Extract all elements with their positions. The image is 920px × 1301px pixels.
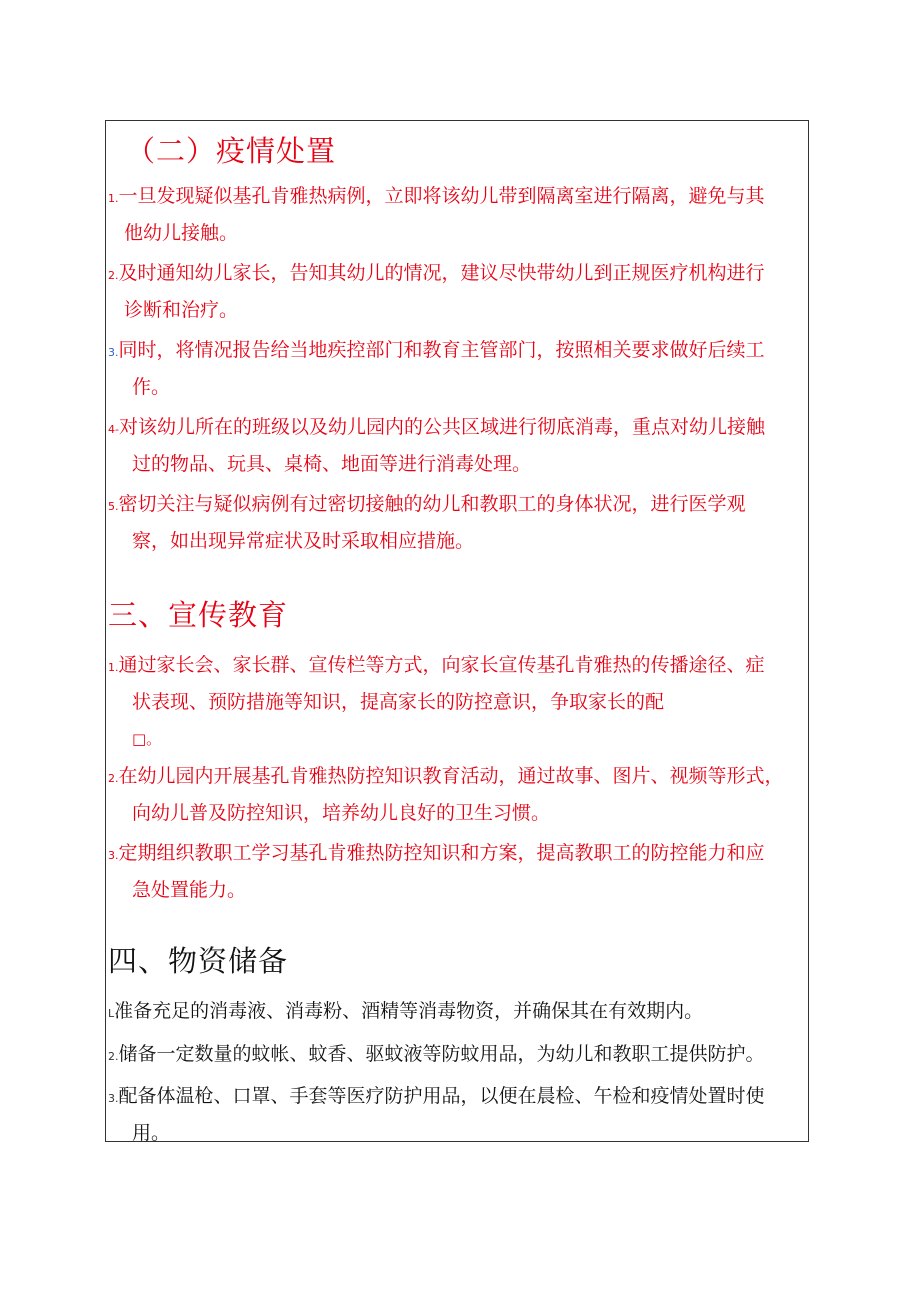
list-item [108, 333, 808, 405]
list-item [108, 1079, 808, 1151]
item-number: L [108, 1007, 115, 1020]
section-4-title: 四、物资储备 [108, 944, 289, 978]
item-number: 2. [108, 772, 119, 785]
list-item [108, 179, 808, 251]
list-item [108, 648, 808, 757]
item-number: 3. [108, 1092, 119, 1105]
list-item [108, 410, 808, 482]
item-text-cont: 作。 [132, 376, 171, 398]
item-text: 准备充足的消毒液、消毒粉、酒精等消毒物资，并确保其在有效期内。 [114, 1000, 704, 1022]
list-item [108, 487, 808, 559]
list-item [108, 256, 808, 328]
item-text: 定期组织教职工学习基孔肯雅热防控知识和方案，提高教职工的防控能力和应 [118, 842, 765, 864]
item-text-cont: 过的物品、玩具、桌椅、地面等进行消毒处理。 [132, 453, 532, 475]
list-item [108, 759, 808, 831]
section-3-title: 三、宣传教育 [108, 598, 289, 632]
item-number: 1. [108, 661, 119, 674]
item-text-cont: 用。 [132, 1122, 171, 1144]
item-number: 3. [108, 346, 119, 359]
item-text: 对该幼儿所在的班级以及幼儿园内的公共区域进行彻底消毒，重点对幼儿接触 [118, 416, 765, 438]
item-text: 密切关注与疑似病例有过密切接触的幼儿和教职工的身体状况，进行医学观 [118, 493, 746, 515]
list-item [108, 1037, 808, 1074]
item-text: 一旦发现疑似基孔肯雅热病例，立即将该幼儿带到隔离室进行隔离，避免与其 [118, 185, 765, 207]
item-text-cont: 察，如出现异常症状及时采取相应措施。 [132, 530, 475, 552]
item-text: 同时，将情况报告给当地疾控部门和教育主管部门，按照相关要求做好后续工 [118, 339, 765, 361]
item-number: 2. [108, 1050, 119, 1063]
list-item [108, 836, 808, 908]
item-number: 1. [108, 192, 119, 205]
item-text: 在幼儿园内开展基孔肯雅热防控知识教育活动，通过故事、图片、视频等形式， [118, 765, 784, 787]
item-text-cont: 急处置能力。 [132, 879, 247, 901]
content-frame [105, 120, 809, 1142]
section-2-title: （二）疫情处置 [126, 134, 337, 168]
item-number: 4- [108, 423, 119, 436]
item-number: 5. [108, 500, 119, 513]
item-text-cont: □。 [132, 730, 162, 748]
item-text-cont: 向幼儿普及防控知识，培养幼儿良好的卫生习惯。 [132, 802, 551, 824]
item-number: 2. [108, 269, 119, 282]
list-item [108, 994, 808, 1031]
item-text: 储备一定数量的蚊帐、蚊香、驱蚊液等防蚊用品，为幼儿和教职工提供防护。 [118, 1043, 765, 1065]
item-text: 及时通知幼儿家长，告知其幼儿的情况，建议尽快带幼儿到正规医疗机构进行 [118, 262, 765, 284]
item-text-cont: 诊断和治疗。 [124, 299, 239, 321]
item-text-cont: 他幼儿接触。 [124, 222, 239, 244]
item-text: 配备体温枪、口罩、手套等医疗防护用品，以便在晨检、午检和疫情处置时使 [118, 1085, 765, 1107]
item-text-cont: 状表现、预防措施等知识，提高家长的防控意识，争取家长的配 [132, 691, 665, 713]
item-number: 3. [108, 849, 119, 862]
item-text: 通过家长会、家长群、宣传栏等方式，向家长宣传基孔肯雅热的传播途径、症 [118, 654, 765, 676]
